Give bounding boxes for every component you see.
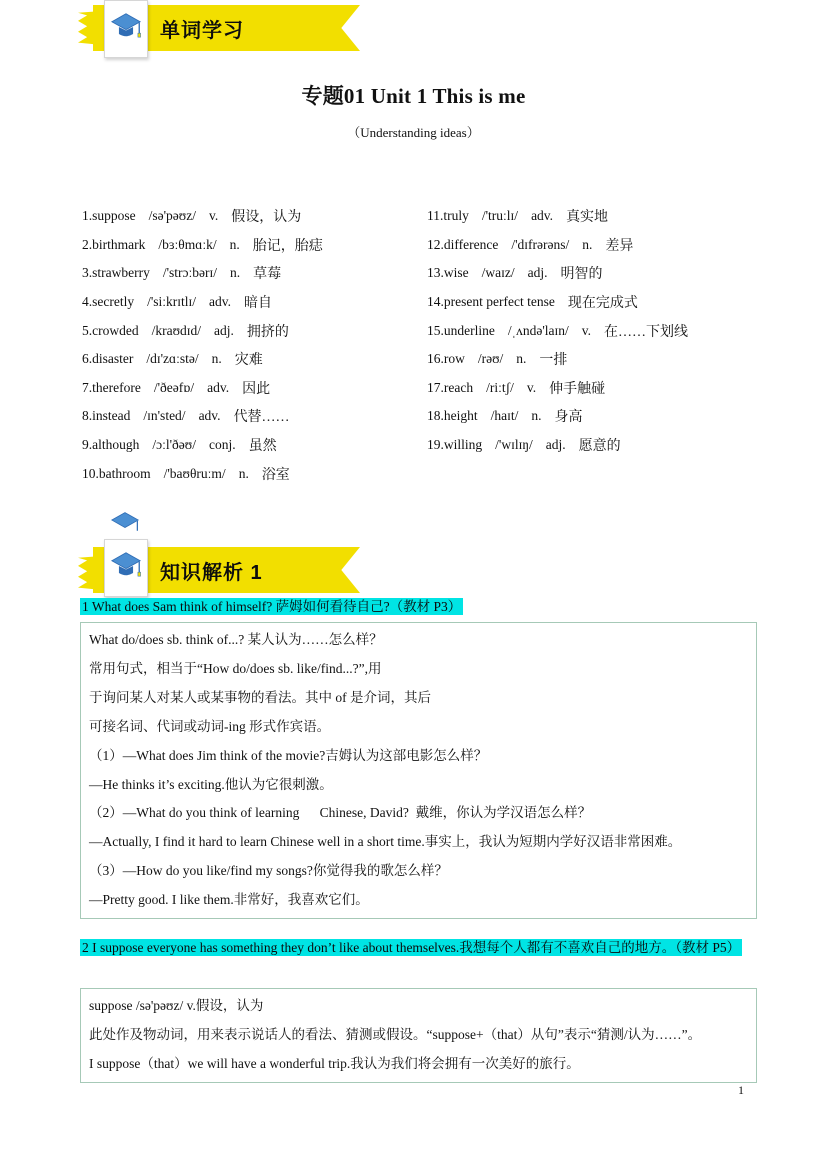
vocab-pos: v. — [208, 208, 219, 224]
example-line: —Pretty good. I like them.非常好，我喜欢它们。 — [89, 892, 369, 908]
vocab-pos: adv. — [531, 208, 554, 224]
knowledge-point-1-box — [80, 622, 757, 919]
explanation-line: 常用句式，相当于“How do/does sb. like/find...?”,用 — [89, 660, 382, 676]
vocab-ipa: /ɔːl'ðəʊ/ — [152, 437, 196, 453]
vocab-pos: n. — [516, 351, 527, 367]
knowledge-point-2-heading — [80, 934, 760, 962]
vocab-ipa: /'ðeəfɒ/ — [153, 379, 195, 395]
vocab-word: 13.wise — [427, 265, 469, 281]
banner-icon-card — [104, 539, 148, 597]
vocab-word: 7.therefore — [82, 379, 141, 395]
vocab-pos: v. — [581, 322, 592, 338]
graduation-cap-icon — [110, 12, 142, 47]
vocab-word: 15.underline — [427, 322, 495, 338]
page-subtitle: （Understanding ideas） — [347, 125, 480, 140]
vocab-column-right — [427, 202, 762, 459]
vocab-row — [427, 402, 762, 431]
explanation-line: 可接名词、代词或动词-ing 形式作宾语。 — [89, 718, 331, 734]
vocab-banner-label: 单词学习 — [160, 19, 244, 42]
vocab-meaning: 灾难 — [234, 353, 263, 369]
vocab-row — [82, 202, 427, 231]
vocab-meaning: 明智的 — [560, 267, 603, 283]
vocab-row — [82, 459, 427, 488]
explanation-line: What do/does sb. think of...? 某人认为……怎么样？ — [89, 632, 383, 647]
vocab-section-banner — [78, 0, 360, 58]
vocab-ipa: /riːtʃ/ — [486, 379, 514, 395]
vocab-pos: n. — [582, 236, 593, 252]
vocab-pos: adv. — [207, 379, 230, 395]
vocab-pos: n. — [211, 351, 222, 367]
vocab-word: 3.strawberry — [82, 265, 150, 281]
vocab-pos: conj. — [208, 437, 236, 453]
example-line: I suppose（that）we will have a wonderful trip.我认为我们将会拥有一次美好的旅行。 — [89, 1055, 580, 1071]
vocab-meaning: 因此 — [242, 381, 271, 397]
example-line: （2）—What do you think of learning Chinese, David? 戴维，你认为学汉语怎么样？ — [89, 805, 592, 821]
vocab-row — [427, 231, 762, 260]
vocab-ipa: /ɪn'sted/ — [143, 408, 186, 424]
vocab-row — [427, 374, 762, 403]
vocab-pos: n. — [229, 236, 240, 252]
knowledge-point-2-box — [80, 988, 757, 1083]
vocab-row — [82, 402, 427, 431]
example-line: —Actually, I find it hard to learn Chinese well in a short time.事实上，我认为短期内学好汉语非常困难。 — [89, 834, 682, 850]
vocab-row — [427, 316, 762, 345]
explanation-line: suppose /sə'pəʊz/ v.假设，认为 — [89, 998, 264, 1013]
example-line: （3）—How do you like/find my songs?你觉得我的歌怎么样？ — [89, 863, 448, 879]
knowledge-section-banner — [78, 513, 360, 601]
vocab-pos: n. — [238, 465, 249, 481]
vocab-pos: n. — [230, 265, 241, 281]
vocab-meaning: 虽然 — [248, 439, 277, 455]
vocab-ipa: /rəʊ/ — [477, 351, 504, 367]
vocab-meaning: 一排 — [539, 353, 568, 369]
vocab-ipa: /'strɔːbərɪ/ — [162, 265, 218, 281]
banner-icon-card — [104, 0, 148, 58]
vocab-ipa: /'dɪfrərəns/ — [511, 236, 570, 252]
explanation-line: 于询问某人对某人或某事物的看法。其中 of 是介词，其后 — [89, 689, 431, 705]
graduation-cap-icon — [110, 551, 142, 586]
vocab-word: 16.row — [427, 351, 465, 367]
vocab-meaning: 愿意的 — [578, 439, 621, 455]
vocab-word: 12.difference — [427, 236, 499, 252]
vocab-ipa: /sə'pəʊz/ — [148, 208, 196, 224]
vocab-ipa: /kraʊdɪd/ — [151, 322, 202, 338]
vocab-pos: n. — [531, 408, 542, 424]
vocab-row — [427, 202, 762, 231]
vocab-word: 18.height — [427, 408, 478, 424]
vocab-ipa: /waɪz/ — [481, 265, 515, 281]
vocab-word: 6.disaster — [82, 351, 134, 367]
vocab-column-left — [82, 202, 427, 488]
vocab-row — [427, 431, 762, 460]
vocab-word: 10.bathroom — [82, 465, 151, 481]
vocab-row — [427, 345, 762, 374]
vocab-meaning: 胎记，胎痣 — [252, 238, 323, 254]
vocab-ipa: /bɜːθmɑːk/ — [158, 236, 217, 252]
vocab-word: 14.present perfect tense — [427, 294, 555, 310]
vocab-pos: v. — [526, 379, 537, 395]
vocab-meaning: 现在完成式 — [567, 296, 638, 312]
example-line: —He thinks it’s exciting.他认为它很刺激。 — [89, 776, 333, 792]
vocab-word: 17.reach — [427, 379, 474, 395]
vocab-meaning: 拥挤的 — [246, 324, 289, 340]
page-title: 专题01 Unit 1 This is me — [301, 84, 526, 108]
vocab-meaning: 身高 — [554, 410, 583, 426]
highlighted-text: 2 I suppose everyone has something they don’t like about themselves.我想每个人都有不喜欢自己的地方。（教材 P5） — [82, 940, 741, 955]
vocab-meaning: 草莓 — [253, 267, 282, 283]
vocab-row — [427, 288, 762, 317]
vocab-ipa: /'wɪlɪŋ/ — [495, 437, 533, 453]
knowledge-point-1-heading — [80, 596, 760, 617]
vocab-word: 5.crowded — [82, 322, 139, 338]
page-number: 1 — [738, 1083, 744, 1097]
vocab-ipa: /'baʊθruːm/ — [163, 465, 226, 481]
vocab-row — [82, 345, 427, 374]
vocab-word: 4.secretly — [82, 294, 135, 310]
explanation-line: 此处作及物动词，用来表示说话人的看法、猜测或假设。“suppose+（that）从句”表示“猜测/认为……”。 — [89, 1026, 702, 1042]
vocab-meaning: 假设，认为 — [231, 210, 302, 226]
vocab-word: 11.truly — [427, 208, 469, 224]
vocab-meaning: 在……下划线 — [604, 324, 689, 340]
vocab-pos: adj. — [527, 265, 548, 281]
vocab-word: 1.suppose — [82, 208, 136, 224]
vocab-meaning: 差异 — [605, 238, 634, 254]
vocab-word: 9.although — [82, 437, 140, 453]
vocab-word: 19.willing — [427, 437, 483, 453]
vocab-word: 8.instead — [82, 408, 131, 424]
vocab-row — [82, 259, 427, 288]
vocab-meaning: 真实地 — [566, 210, 609, 226]
vocab-ipa: /ˌʌndə'laɪn/ — [507, 322, 569, 338]
vocab-ipa: /haɪt/ — [490, 408, 519, 424]
vocab-pos: adj. — [545, 437, 566, 453]
vocab-meaning: 代替…… — [233, 410, 290, 426]
example-line: （1）—What does Jim think of the movie?吉姆认为这部电影怎么样？ — [89, 747, 488, 763]
vocab-row — [82, 316, 427, 345]
vocab-ipa: /'siːkrɪtlɪ/ — [147, 294, 197, 310]
highlighted-text: 1 What does Sam think of himself? 萨姆如何看待自己?（教材 P3） — [82, 599, 462, 614]
vocab-ipa: /'truːlɪ/ — [481, 208, 519, 224]
vocab-row — [82, 431, 427, 460]
vocab-row — [427, 259, 762, 288]
vocab-meaning: 伸手触碰 — [549, 381, 606, 397]
vocab-meaning: 暗自 — [244, 296, 273, 312]
vocab-pos: adv. — [198, 408, 221, 424]
vocab-ipa: /dɪ'zɑːstə/ — [146, 351, 199, 367]
vocab-word: 2.birthmark — [82, 236, 146, 252]
vocab-row — [82, 288, 427, 317]
vocab-meaning: 浴室 — [261, 467, 290, 483]
vocab-row — [82, 231, 427, 260]
knowledge-banner-label: 知识解析 1 — [160, 561, 263, 584]
vocab-pos: adj. — [214, 322, 234, 338]
vocab-row — [82, 374, 427, 403]
vocab-pos: adv. — [209, 294, 232, 310]
